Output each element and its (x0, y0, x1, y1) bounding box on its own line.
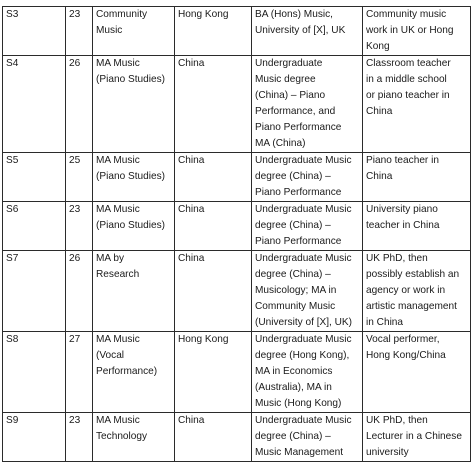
background-line: Piano Performance (255, 122, 342, 133)
programme-cell (93, 332, 175, 413)
programme-line: MA Music (96, 155, 140, 166)
programme-line: (Piano Studies) (96, 220, 166, 231)
background-line: Undergraduate Music (255, 253, 352, 264)
background-line: Undergraduate Music (255, 204, 352, 215)
background-line: Music Management (255, 447, 344, 458)
career-plan-line: artistic management (366, 301, 457, 312)
programme-cell (93, 7, 175, 56)
background-line: Music degree (255, 74, 316, 85)
career-plan-line: UK PhD, then (366, 253, 428, 264)
career-plan-cell (363, 202, 471, 251)
career-plan-line: China (366, 106, 393, 117)
age-cell (66, 56, 93, 153)
origin-text: China (178, 155, 205, 166)
age-cell (66, 251, 93, 332)
career-plan-line: UK PhD, then (366, 415, 428, 426)
origin-cell (175, 7, 252, 56)
programme-cell (93, 202, 175, 251)
programme-line: MA Music (96, 334, 140, 345)
background-line: degree (China) – (255, 171, 331, 182)
table-row (3, 202, 471, 251)
programme-cell (93, 413, 175, 462)
programme-cell (93, 56, 175, 153)
origin-text: China (178, 415, 205, 426)
career-plan-line: in China (366, 317, 404, 328)
background-line: Piano Performance (255, 236, 342, 247)
age-cell (66, 413, 93, 462)
origin-text: China (178, 253, 205, 264)
background-line: University of [X], UK (255, 25, 346, 36)
background-cell (252, 413, 363, 462)
origin-text: China (178, 58, 205, 69)
background-line: Performance, and (255, 106, 336, 117)
table-row (3, 7, 471, 56)
career-plan-line: Community music (366, 9, 447, 20)
career-plan-line: university (366, 447, 409, 458)
age-cell (66, 332, 93, 413)
programme-line: Music (96, 25, 123, 36)
participant-id-cell (3, 202, 66, 251)
career-plan-line: Piano teacher in (366, 155, 439, 166)
participant-id-text: S8 (6, 334, 19, 345)
programme-line: Research (96, 269, 140, 280)
age-text: 26 (69, 58, 81, 69)
background-line: Undergraduate Music (255, 155, 352, 166)
age-text: 25 (69, 155, 81, 166)
participant-id-text: S5 (6, 155, 19, 166)
career-plan-line: in a middle school (366, 74, 447, 85)
age-text: 27 (69, 334, 81, 345)
programme-cell (93, 153, 175, 202)
background-line: Undergraduate Music (255, 334, 352, 345)
background-line: MA in Economics (255, 366, 333, 377)
career-plan-line: possibly establish an (366, 269, 460, 280)
career-plan-line: teacher in China (366, 220, 440, 231)
table-body (3, 7, 471, 462)
participant-id-text: S6 (6, 204, 19, 215)
participant-id-cell (3, 332, 66, 413)
background-line: MA (China) (255, 138, 306, 149)
origin-cell (175, 56, 252, 153)
programme-line: Performance) (96, 366, 158, 377)
career-plan-cell (363, 153, 471, 202)
participant-id-text: S9 (6, 415, 19, 426)
career-plan-line: Lecturer in a Chinese (366, 431, 462, 442)
table-row (3, 56, 471, 153)
participant-id-cell (3, 56, 66, 153)
programme-cell (93, 251, 175, 332)
age-cell (66, 153, 93, 202)
career-plan-line: University piano (366, 204, 438, 215)
background-line: Music (Hong Kong) (255, 398, 342, 409)
participant-id-text: S4 (6, 58, 19, 69)
career-plan-line: China (366, 171, 393, 182)
background-line: degree (Hong Kong), (255, 350, 350, 361)
age-cell (66, 202, 93, 251)
programme-line: MA Music (96, 58, 140, 69)
participant-id-text: S7 (6, 253, 19, 264)
participant-id-cell (3, 7, 66, 56)
background-line: Undergraduate (255, 58, 323, 69)
programme-line: Technology (96, 431, 148, 442)
background-line: degree (China) – (255, 220, 331, 231)
background-cell (252, 202, 363, 251)
programme-line: (Piano Studies) (96, 171, 166, 182)
age-text: 23 (69, 415, 81, 426)
origin-cell (175, 413, 252, 462)
background-line: BA (Hons) Music, (255, 9, 333, 20)
participant-id-cell (3, 153, 66, 202)
background-cell (252, 332, 363, 413)
career-plan-line: work in UK or Hong (366, 25, 454, 36)
career-plan-line: Kong (366, 41, 390, 52)
age-text: 26 (69, 253, 81, 264)
career-plan-cell (363, 413, 471, 462)
background-line: (Australia), MA in (255, 382, 332, 393)
participant-id-cell (3, 251, 66, 332)
background-cell (252, 153, 363, 202)
background-line: degree (China) – (255, 269, 331, 280)
background-line: Community Music (255, 301, 336, 312)
background-line: Piano Performance (255, 187, 342, 198)
career-plan-line: agency or work in (366, 285, 446, 296)
career-plan-line: or piano teacher in (366, 90, 450, 101)
origin-cell (175, 332, 252, 413)
age-text: 23 (69, 9, 81, 20)
programme-line: MA Music (96, 415, 140, 426)
age-text: 23 (69, 204, 81, 215)
background-line: Musicology; MA in (255, 285, 337, 296)
career-plan-cell (363, 251, 471, 332)
age-cell (66, 7, 93, 56)
origin-text: Hong Kong (178, 334, 229, 345)
programme-line: (Vocal (96, 350, 125, 361)
career-plan-cell (363, 7, 471, 56)
table-row (3, 413, 471, 462)
background-cell (252, 56, 363, 153)
participant-id-text: S3 (6, 9, 19, 20)
background-line: (China) – Piano (255, 90, 326, 101)
origin-text: Hong Kong (178, 9, 229, 20)
table-row (3, 332, 471, 413)
programme-line: MA by (96, 253, 125, 264)
origin-text: China (178, 204, 205, 215)
programme-line: Community (96, 9, 148, 20)
background-cell (252, 251, 363, 332)
background-line: (University of [X], UK) (255, 317, 353, 328)
origin-cell (175, 153, 252, 202)
career-plan-line: Classroom teacher (366, 58, 451, 69)
programme-line: MA Music (96, 204, 140, 215)
background-line: Undergraduate Music (255, 415, 352, 426)
career-plan-line: Vocal performer, (366, 334, 440, 345)
career-plan-cell (363, 56, 471, 153)
background-cell (252, 7, 363, 56)
background-line: degree (China) – (255, 431, 331, 442)
origin-cell (175, 202, 252, 251)
participants-table (2, 6, 471, 462)
career-plan-line: Hong Kong/China (366, 350, 446, 361)
programme-line: (Piano Studies) (96, 74, 166, 85)
participant-id-cell (3, 413, 66, 462)
table-row (3, 251, 471, 332)
table-row (3, 153, 471, 202)
career-plan-cell (363, 332, 471, 413)
origin-cell (175, 251, 252, 332)
